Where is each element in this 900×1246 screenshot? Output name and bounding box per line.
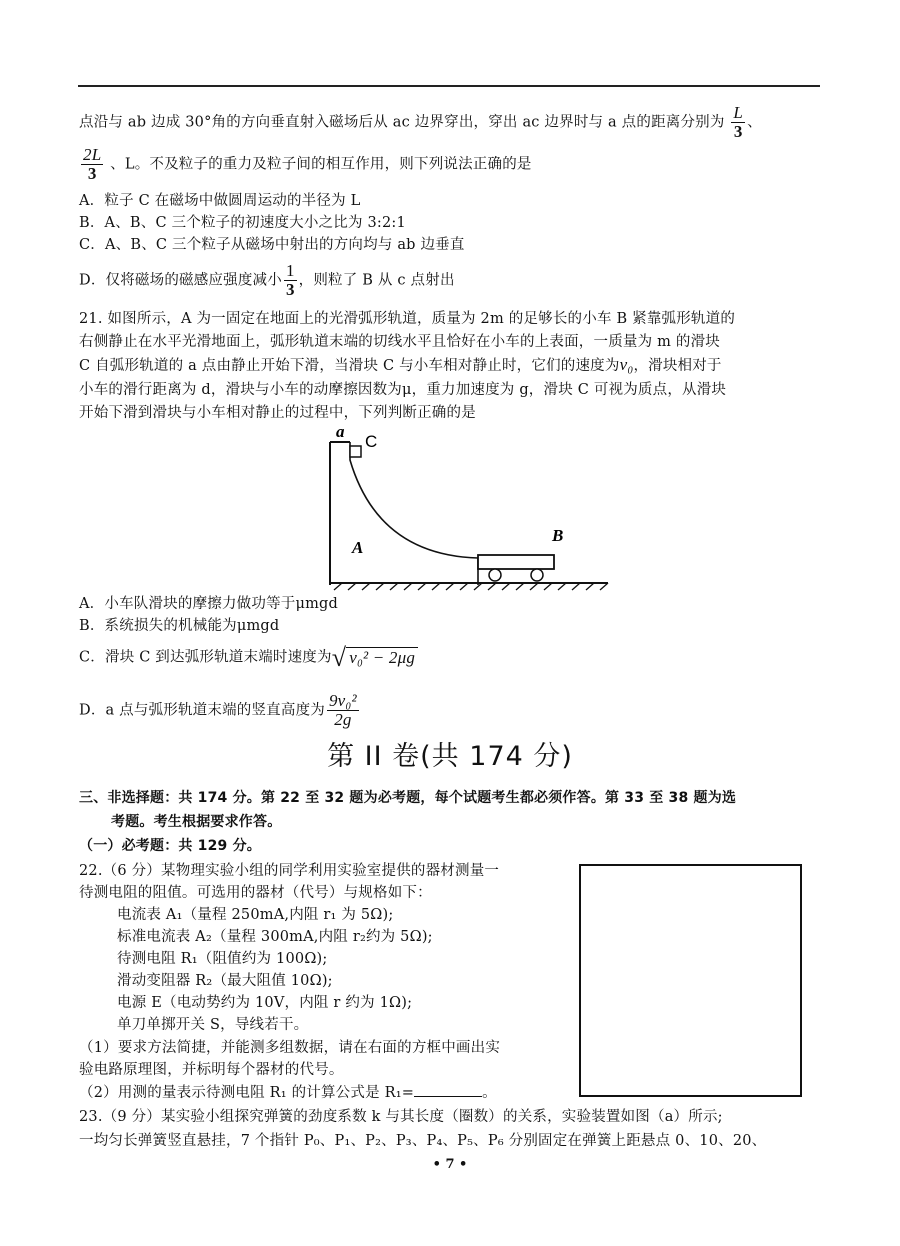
cart-b-body	[478, 555, 554, 569]
q22-item-rheostat-r2: 滑动变阻器 R₂（最大阻值 10Ω);	[117, 973, 333, 989]
label-a: a	[336, 422, 345, 441]
q22-item-power-source: 电源 E（电动势约为 10V，内阻 r 约为 1Ω);	[117, 995, 413, 1011]
v0-symbol: v₀	[619, 355, 634, 374]
fraction-2L-over-3: $\frac{2L}{3}$	[83, 145, 102, 183]
track-and-cart-figure	[318, 420, 618, 592]
part-ii-title: 第 II 卷(共 174 分)	[327, 741, 573, 772]
slider-c-block	[350, 446, 361, 457]
q20-option-d: D．仅将磁场的磁感应强度减小 $\frac{1}{3}$ ，则粒了 B 从 c 点射出	[79, 261, 455, 299]
q22-line2: 待测电阻的阻值。可选用的器材（代号）与规格如下：	[79, 885, 432, 901]
q21-line1: 21. 如图所示，A 为一固定在地面上的光滑弧形轨道，质量为 2m 的足够长的小车 B 紧靠弧形轨道的	[79, 311, 736, 327]
fraction-L-over-3: $\frac{L}{3}$	[733, 103, 744, 141]
q21-option-b: B．系统损失的机械能为μmgd	[79, 618, 280, 634]
q21-line5: 开始下滑到滑块与小车相对静止的过程中，下列判断正确的是	[79, 405, 476, 421]
q22-item-switch: 单刀单掷开关 S，导线若干。	[117, 1017, 309, 1033]
q21-option-c: C．滑块 C 到达弧形轨道末端时速度为√ v₀² − 2μg	[79, 647, 418, 668]
q22-item-ammeter-a2: 标准电流表 A₂（量程 300mA,内阻 r₂约为 5Ω);	[117, 929, 433, 945]
label-cart-b: B	[552, 526, 564, 545]
q22-part1-line2: 验电路原理图，并标明每个器材的代号。	[79, 1062, 344, 1078]
q20-line2: $\frac{2L}{3}$ 、L。不及粒子的重力及粒子间的相互作用，则下列说法正确的是	[83, 145, 532, 183]
q20-option-a: A．粒子 C 在磁场中做圆周运动的半径为 L	[79, 193, 361, 209]
q22-item-resistor-r1: 待测电阻 R₁（阻值约为 100Ω);	[117, 951, 328, 967]
section3-line1: 三、非选择题：共 174 分。第 22 至 32 题为必考题，每个试题考生都必须作答。第 33 至 38 题为选	[79, 790, 737, 806]
required-subsection: （一）必考题：共 129 分。	[79, 838, 261, 854]
fraction-9v0sq-over-2g: $\frac{\text{9v₀²}}{2g}$	[328, 691, 357, 729]
q21-option-a: A．小车队滑块的摩擦力做功等于μmgd	[79, 596, 339, 612]
q22-part1-line1: （1）要求方法简捷，并能测多组数据，请在右面的方框中画出实	[79, 1040, 501, 1056]
fraction-1-over-3: $\frac{1}{3}$	[285, 261, 295, 299]
q22-line1: 22.（6 分）某物理实验小组的同学利用实验室提供的器材测量一	[79, 863, 500, 879]
q22-part2: （2）用测的量表示待测电阻 R₁ 的计算公式是 R₁= 。	[79, 1082, 497, 1103]
cart-wheel-left	[489, 569, 501, 581]
q23-line1: 23.（9 分）某实验小组探究弹簧的劲度系数 k 与其长度（圈数）的关系，实验装置如图（a）所示;	[79, 1109, 723, 1125]
circuit-drawing-box[interactable]	[579, 864, 802, 1097]
q21-line2: 右侧静止在水平光滑地面上，弧形轨道末端的切线水平且恰好在小车的上表面，一质量为 m 的滑块	[79, 334, 720, 350]
section3-line2: 考题。考生根据要求作答。	[111, 814, 282, 830]
q20-option-b: B．A、B、C 三个粒子的初速度大小之比为 3:2:1	[79, 215, 406, 231]
arc-track	[350, 442, 478, 558]
q23-line2: 一均匀长弹簧竖直悬挂，7 个指针 P₀、P₁、P₂、P₃、P₄、P₅、P₆ 分别固定在弹簧上距悬点 0、10、20、	[79, 1133, 767, 1149]
label-track-a: A	[352, 538, 364, 557]
page-number: • 7 •	[432, 1157, 468, 1172]
sqrt-expression: √ v₀² − 2μg	[332, 647, 418, 668]
header-rule	[78, 85, 820, 87]
label-c: C	[365, 432, 378, 451]
q21-option-d: D．a 点与弧形轨道末端的竖直高度为 $\frac{\text{9v₀²}}{2g}$	[79, 691, 357, 729]
q20-line1: 点沿与 ab 边成 30°角的方向垂直射入磁场后从 ac 边界穿出，穿出 ac 边界时与 a 点的距离分别为 $\frac{L}{3}$ 、	[79, 103, 762, 141]
q22-item-ammeter-a1: 电流表 A₁（量程 250mA,内阻 r₁ 为 5Ω);	[117, 907, 394, 923]
answer-blank[interactable]	[414, 1082, 482, 1097]
q21-line3: C 自弧形轨道的 a 点由静止开始下滑，当滑块 C 与小车相对静止时，它们的速度为v₀，滑块相对于	[79, 355, 722, 374]
cart-wheel-right	[531, 569, 543, 581]
ground-hatching	[334, 583, 608, 590]
q21-line4: 小车的滑行距离为 d，滑块与小车的动摩擦因数为μ，重力加速度为 g，滑块 C 可视为质点，从滑块	[79, 382, 727, 398]
q20-option-c: C．A、B、C 三个粒子从磁场中射出的方向均与 ab 边垂直	[79, 237, 465, 253]
